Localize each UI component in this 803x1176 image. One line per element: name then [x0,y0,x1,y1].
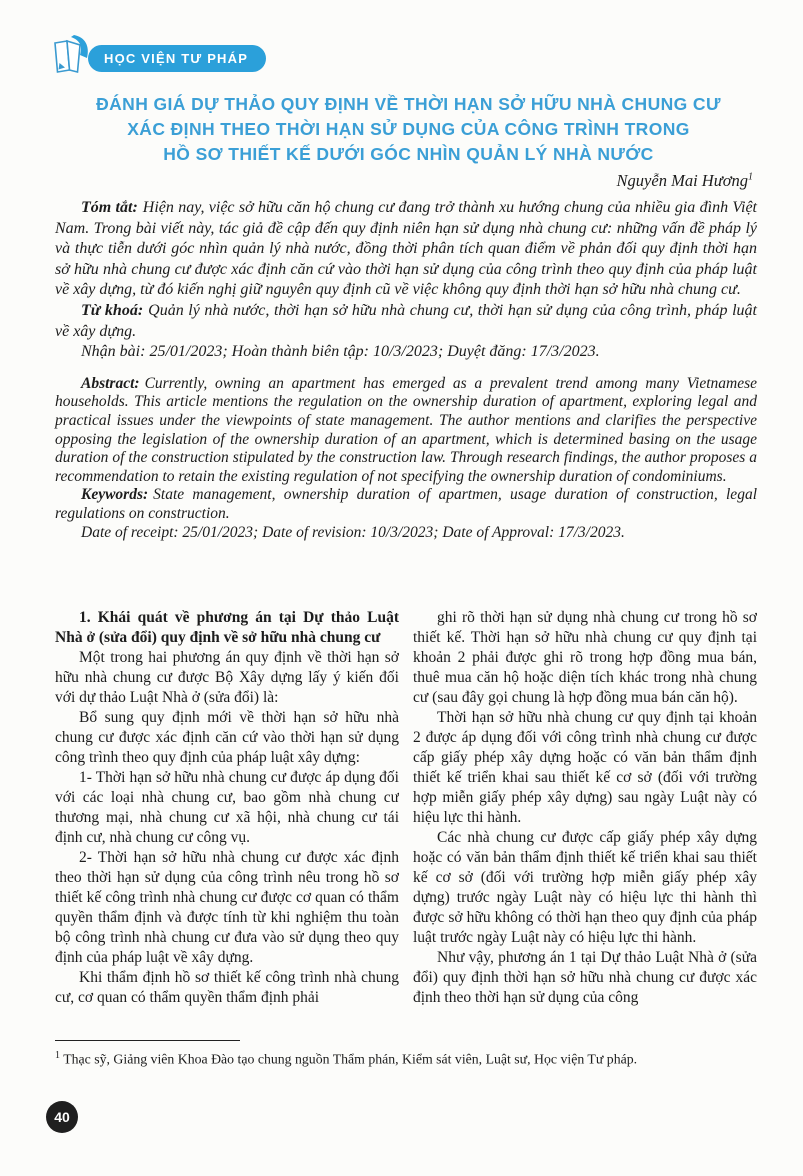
footnote-block [55,1040,757,1068]
article-title-line-2: XÁC ĐỊNH THEO THỜI HẠN SỬ DỤNG CỦA CÔNG TRÌNH TRONG [127,119,690,139]
dates-vn: Nhận bài: 25/01/2023; Hoàn thành biên tập: 10/3/2023; Duyệt đăng: 17/3/2023. [81,343,600,361]
keywords-vn-label: Từ khoá: [81,301,144,319]
body-paragraph: Như vậy, phương án 1 tại Dự thảo Luật Nhà ở (sửa đổi) quy định thời hạn sở hữu nhà chung cư được xác định theo thời hạn sử dụng của công [413,949,757,1006]
author-footnote-mark: 1 [748,171,753,183]
front-matter [55,198,757,542]
author-name: Nguyễn Mai Hương [616,171,748,190]
footnote-mark: 1 [55,1050,60,1061]
body-paragraph: 1- Thời hạn sở hữu nhà chung cư được áp dụng đối với các loại nhà chung cư, bao gồm nhà chung cư thương mại, nhà chung cư xã hội, nhà chung cư tái định cư, nhà chung cư công vụ. [55,769,399,846]
footnote-separator [55,1040,240,1041]
dates-en: Date of receipt: 25/01/2023; Date of revision: 10/3/2023; Date of Approval: 17/3/2023. [81,523,625,541]
body-paragraph: Thời hạn sở hữu nhà chung cư quy định tại khoản 2 được áp dụng đối với công trình nhà chung cư được cấp giấy phép xây dựng hoặc có văn bản thẩm định thiết kế triển khai sau thiết kế cơ sở (đối với trường hợp miễn giấy phép xây dựng) sau ngày Luật này có hiệu lực thi hành. [413,709,757,826]
body-paragraph: Các nhà chung cư được cấp giấy phép xây dựng hoặc có văn bản thẩm định thiết kế triển khai sau thiết kế cơ sở (đối với trường hợp miễn giấy phép xây dựng) trước ngày Luật này có hiệu lực thi hành thì được sở hữu không có thời hạn theo quy định của pháp luật trước ngày Luật này có hiệu lực thi hành. [413,829,757,946]
author-line [55,171,753,191]
keywords-en [55,486,757,523]
abstract-vn-label: Tóm tắt: [81,199,138,216]
abstract-en [55,375,757,487]
footnote-text: Thạc sỹ, Giảng viên Khoa Đào tạo chung nguồn Thẩm phán, Kiểm sát viên, Luật sư, Học viện Tư pháp. [63,1051,638,1067]
article-title-line-1: ĐÁNH GIÁ DỰ THẢO QUY ĐỊNH VỀ THỜI HẠN SỞ HỮU NHÀ CHUNG CƯ [96,94,721,114]
keywords-vn [55,301,757,342]
front-matter-vietnamese [55,198,757,363]
body-paragraph: Bổ sung quy định mới về thời hạn sở hữu nhà chung cư được xác định căn cứ vào thời hạn sử dụng công trình theo quy định của pháp luật xây dựng: [55,709,399,766]
keywords-vn-text: Quản lý nhà nước, thời hạn sở hữu nhà chung cư, thời hạn sử dụng của công trình, pháp luật về xây dựng. [55,301,757,340]
section-1-heading: 1. Khái quát về phương án tại Dự thảo Luật Nhà ở (sửa đổi) quy định về sở hữu nhà chung cư [55,609,399,646]
abstract-en-label: Abstract: [81,374,140,392]
body-paragraph: Một trong hai phương án quy định về thời hạn sở hữu nhà chung cư được Bộ Xây dựng lấy ý kiến đối với dự thảo Luật Nhà ở (sửa đổi) là: [55,649,399,706]
body-paragraph: ghi rõ thời hạn sử dụng nhà chung cư trong hồ sơ thiết kế. Thời hạn sở hữu nhà chung cư quy định tại khoản 2 phải được ghi rõ trong hợp đồng mua bán, thuê mua căn hộ hoặc diện tích khác trong nhà chung cư (sau đây gọi chung là hợp đồng mua bán căn hộ). [413,609,757,706]
article-title [60,92,757,167]
article-body [55,608,757,1042]
body-paragraph: Khi thẩm định hồ sơ thiết kế công trình nhà chung cư, cơ quan có thẩm quyền thẩm định phải [55,969,399,1006]
abstract-vn-text: Hiện nay, việc sở hữu căn hộ chung cư đang trở thành xu hướng chung của nhiều gia đình Việt Nam. Trong bài viết này, tác giả đề cập đến quy định niên hạn sử dụng nhà chung cư: những vấn đề pháp lý và thực tiễn dưới góc nhìn quản lý nhà nước, đồng thời phân tích quan điểm về phản đối quy định thời hạn sở hữu nhà chung cư được xác định căn cứ vào thời hạn sử dụng của công trình theo quy định của pháp luật về xây dựng, từ đó kiến nghị giữ nguyên quy định cũ về việc không quy định thời hạn sở hữu nhà chung cư. [55,199,757,299]
abstract-en-text: Currently, owning an apartment has emerged as a prevalent trend among many Vietnamese households. This article mentions the regulation on the ownership duration of apartment, exploring legal and practical issues under the viewpoints of state management. The author mentions and clarifies the perspective opposing the legislation of the ownership duration of an apartment, which is determined basing on the usage duration of the construction stipulated by the construction law. Through research findings, the author proposes a recommendation to retain the existing regulation of not specifying the ownership duration of condominiums. [55,374,757,485]
journal-header [50,34,266,82]
keywords-en-label: Keywords: [81,486,149,504]
body-column-left [55,608,399,1042]
footnote [55,1047,757,1068]
front-matter-english [55,375,757,542]
keywords-en-text: State management, ownership duration of apartmen, usage duration of construction, legal regulations on construction. [55,486,757,522]
page-number-badge: 40 [46,1101,78,1133]
abstract-vn [55,198,757,301]
body-column-right [413,608,757,1042]
academy-name-badge: HỌC VIỆN TƯ PHÁP [88,45,266,72]
article-title-line-3: HỒ SƠ THIẾT KẾ DƯỚI GÓC NHÌN QUẢN LÝ NHÀ NƯỚC [163,144,654,164]
body-paragraph: 2- Thời hạn sở hữu nhà chung cư được xác định theo thời hạn sử dụng của công trình nêu trong hồ sơ thiết kế công trình nhà chung cư được cơ quan có thẩm quyền thẩm định và được tính từ khi nghiệm thu toàn bộ công trình nhà chung cư đưa vào sử dụng theo quy định của pháp luật về xây dựng. [55,849,399,966]
